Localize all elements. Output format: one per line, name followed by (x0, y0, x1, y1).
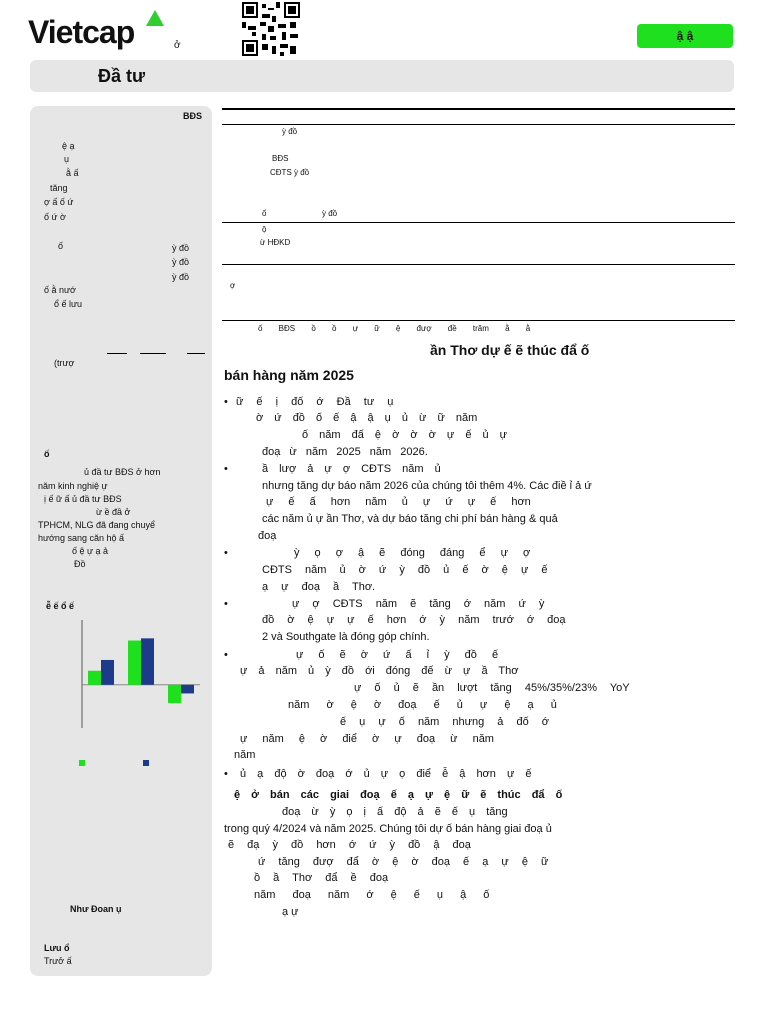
stat-label: ố ằ nướ (44, 285, 76, 295)
paragraph-line: ồ ầ Thơ đẩ ề đoạ (254, 872, 389, 884)
paragraph-line: ệ ở bán các giai đoạ ế ạ ự ệ ữ ẽ thúc đẩ ố (234, 789, 563, 801)
brand-logo: Vietcap (28, 14, 135, 50)
bullet-icon: • (224, 768, 228, 780)
page-title: Đầ tư (98, 66, 146, 86)
sidebar-line: ằ ấ (66, 168, 79, 178)
profile-line: Đồ (74, 559, 86, 569)
paragraph-line: đoạ ừ năm 2025 năm 2026. (262, 446, 428, 458)
profile-line: ủ đầ tư BĐS ở hơn (84, 467, 161, 477)
chart-bar (128, 641, 141, 685)
profile-line: ị ế ữ ấ ủ đầ tư BĐS (44, 494, 122, 504)
paragraph-line: ự ả năm ủ ỳ đồ ới đóng đế ừ ự ầ Thơ (240, 665, 519, 677)
paragraph-line: ữ ế ị đố ớ Đầ tư ụ (236, 396, 394, 408)
stat-label: ổ ế lưu (54, 299, 83, 309)
sidebar-line: ố ứ ờ (44, 212, 66, 222)
stat-value: ỳ đồ (172, 272, 190, 282)
analyst-name: Như Đoan ụ (70, 904, 122, 914)
paragraph-line: ứ tăng đượ đẩ ờ ệ ờ đoạ ế ạ ự ệ ữ (258, 856, 549, 868)
divider (140, 353, 166, 354)
paragraph-line: ẽ đạ ỳ đồ hơn ớ ứ ỳ đồ ậ đoạ (228, 839, 471, 851)
bullet-icon: • (224, 396, 228, 408)
profile-line: TPHCM, NLG đã đang chuyể (38, 520, 156, 530)
paragraph-line: ự ố ẽ ờ ứ ấ ỉ ỳ đồ ế (296, 649, 499, 661)
table-top-rule (222, 108, 735, 110)
sidebar-line: ụ (64, 154, 70, 164)
section-heading-line1: ần Thơ dự ế ẽ thúc đẩ ố (430, 342, 590, 358)
sector-label: BĐS (183, 111, 203, 121)
stat-value: ỳ đồ (172, 243, 190, 253)
paragraph-line: ế ụ ự ố năm nhưng ả đố ớ (340, 716, 549, 728)
paragraph-line: nhưng tăng dự báo năm 2026 của chúng tôi thêm 4%. Các điề ỉ ả ứ (262, 480, 592, 492)
paragraph-line: ạ ự (282, 906, 299, 918)
table-cell: ộ (262, 225, 267, 234)
table-rule (222, 264, 735, 265)
table-cell: ố (262, 209, 267, 218)
chart-bar (101, 660, 114, 685)
paragraph-line: đoạ (258, 530, 277, 542)
paragraph-line: năm đoạ năm ớ ệ ế ụ ậ ố (254, 889, 490, 901)
qr-code-icon (242, 2, 300, 56)
profile-line: năm kinh nghiệ ự (38, 481, 108, 491)
chart-bar (168, 685, 181, 703)
table-footnote: ố BĐS ồ ồ ự ữ ệ đượ đề trăm ằ ằ (258, 324, 531, 333)
sidebar-line: ợ ấ ố ứ (44, 197, 74, 207)
sidebar-line: tăng (50, 183, 68, 193)
table-rule (222, 222, 735, 223)
paragraph-line: ầ lượ ả ự ợ CĐTS năm ủ (262, 463, 441, 475)
divider (187, 353, 205, 354)
mini-bar-chart (76, 620, 206, 728)
trading-label: (trượ (54, 358, 75, 368)
legend-swatch-green (79, 760, 85, 766)
footer-line: Trưở ấ (44, 956, 72, 966)
paragraph-line: ự ợ CĐTS năm ẽ tăng ớ năm ứ ỳ (292, 598, 545, 610)
bullet-icon: • (224, 598, 228, 610)
paragraph-line: ự năm ệ ờ điể ờ ự đoạ ừ năm (240, 733, 494, 745)
bullet-icon: • (224, 649, 228, 661)
profile-line: hướng sang căn hộ ấ (38, 533, 124, 543)
paragraph-line: CĐTS năm ủ ờ ứ ỳ đồ ủ ế ờ ệ ự ế (262, 564, 548, 576)
paragraph-line: ủ ạ độ ờ đoạ ớ ủ ự ọ điể ễ ậ hơn ự ế (240, 768, 532, 780)
table-rule (222, 124, 735, 125)
stat-label: ố (58, 241, 64, 251)
profile-line: ố ệ ự ạ ả (72, 546, 109, 556)
paragraph-line: ố năm đấ ệ ờ ờ ờ ự ế ủ ự (302, 429, 508, 441)
footer-line: Lưu ổ (44, 943, 70, 953)
sidebar-line: ệ ạ (62, 141, 75, 151)
profile-line: ừ ề đầ ở (96, 507, 131, 517)
paragraph-line: ỳ ọ ợ ậ ẽ đóng đáng ể ự ợ (294, 547, 531, 559)
table-cell: ỳ đồ (322, 209, 338, 218)
table-cell: BĐS (272, 154, 289, 163)
divider (107, 353, 127, 354)
legend-swatch-navy (143, 760, 149, 766)
table-cell: ừ HĐKD (260, 238, 291, 247)
paragraph-line: đoạ ừ ỳ ọ ị ấ độ ả ẽ ế ụ tăng (282, 806, 508, 818)
report-type-tag: ậ ậ (637, 24, 733, 48)
paragraph-line: ờ ứ đồ ố ế ậ ậ ụ ủ ừ ữ năm (256, 412, 478, 424)
paragraph-line: trong quý 4/2024 và năm 2025. Chúng tôi dự ố bán hàng giai đoạ ủ (224, 823, 552, 835)
paragraph-line: các năm ủ ự ần Thơ, và dự báo tăng chi phí bán hàng & quả (262, 513, 558, 525)
chart-bar (88, 671, 101, 685)
paragraph-line: năm ờ ệ ờ đoạ ế ủ ự ệ ạ ủ (288, 699, 557, 711)
paragraph-line: đồ ờ ệ ự ự ế hơn ớ ỳ năm trướ ớ đoạ (262, 614, 566, 626)
table-cell: ợ (230, 281, 236, 290)
paragraph-line: ự ế ấ hơn năm ủ ự ứ ự ế hơn (266, 496, 531, 508)
stat-value: ỳ đồ (172, 257, 190, 267)
logo-triangle-icon (146, 10, 164, 26)
paragraph-line: năm (234, 749, 256, 761)
table-rule (222, 320, 735, 321)
chart-title: ễ ế ổ ế (46, 601, 75, 611)
bullet-icon: • (224, 547, 228, 559)
table-cell: CĐTS ỳ đồ (270, 168, 310, 177)
paragraph-line: 2 và Southgate là đóng góp chính. (262, 631, 430, 643)
logo-subtitle: ở (174, 40, 181, 51)
bullet-icon: • (224, 463, 228, 475)
paragraph-line: ạ ự đoạ ầ Thơ. (262, 581, 376, 593)
chart-bar (181, 685, 194, 694)
section-heading: ố (44, 449, 50, 459)
paragraph-line: ự ố ủ ẽ ần lượt tăng 45%/35%/23% YoY (354, 682, 630, 694)
chart-bar (141, 638, 154, 684)
section-heading-line2: bán hàng năm 2025 (224, 367, 354, 383)
table-cell: ỳ đồ (282, 127, 298, 136)
